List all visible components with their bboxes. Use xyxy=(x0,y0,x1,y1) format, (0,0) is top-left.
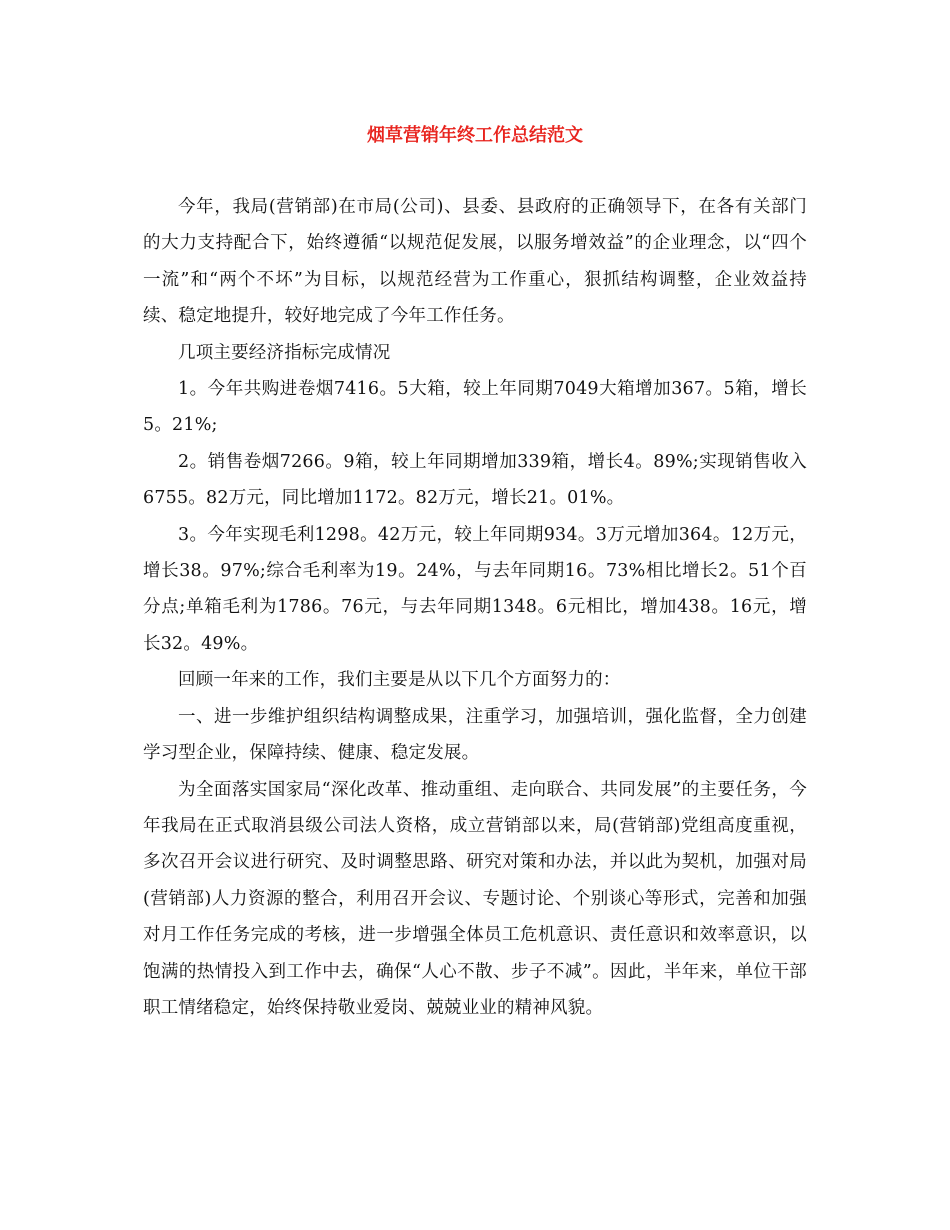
document-title: 烟草营销年终工作总结范文 xyxy=(367,125,583,146)
paragraph-section-1-heading: 一、进一步维护组织结构调整成果，注重学习，加强培训，强化监督，全力创建学习型企业，保障持续、健康、稳定发展。 xyxy=(143,706,807,764)
paragraph-indicators-heading: 几项主要经济指标完成情况 xyxy=(178,342,391,363)
paragraph-item-3: 3。今年实现毛利1298。42万元，较上年同期934。3万元增加364。12万元，增长38。97%;综合毛利率为19。24%，与去年同期16。73%相比增长2。51个百分点;单箱毛利为1786。76元，与去年同期1348。6元相比，增加438。16元，增长32。49%。 xyxy=(143,524,807,654)
paragraph-item-1: 1。今年共购进卷烟7416。5大箱，较上年同期7049大箱增加367。5箱，增长5。21%; xyxy=(143,379,807,436)
paragraph-item-2: 2。销售卷烟7266。9箱，较上年同期增加339箱，增长4。89%;实现销售收入6755。82万元，同比增加1172。82万元，增长21。01%。 xyxy=(143,451,807,509)
document-body xyxy=(143,189,807,1026)
paragraph-review: 回顾一年来的工作，我们主要是从以下几个方面努力的： xyxy=(178,670,621,691)
paragraph-intro: 今年，我局(营销部)在市局(公司)、县委、县政府的正确领导下，在各有关部门的大力支持配合下，始终遵循“以规范促发展，以服务增效益”的企业理念，以“四个一流”和“两个不坏”为目标，以规范经营为工作重心，狠抓结构调整，企业效益持续、稳定地提升，较好地完成了今年工作任务。 xyxy=(143,197,807,327)
paragraph-section-1-body: 为全面落实国家局“深化改革、推动重组、走向联合、共同发展”的主要任务，今年我局在正式取消县级公司法人资格，成立营销部以来，局(营销部)党组高度重视，多次召开会议进行研究、及时调整思路、研究对策和办法，并以此为契机，加强对局(营销部)人力资源的整合，利用召开会议、专题讨论、个别谈心等形式，完善和加强对月工作任务完成的考核，进一步增强全体员工危机意识、责任意识和效率意识，以饱满的热情投入到工作中去，确保“人心不散、步子不减”。因此，半年来，单位干部职工情绪稳定，始终保持敬业爱岗、兢兢业业的精神风貌。 xyxy=(143,779,807,1018)
